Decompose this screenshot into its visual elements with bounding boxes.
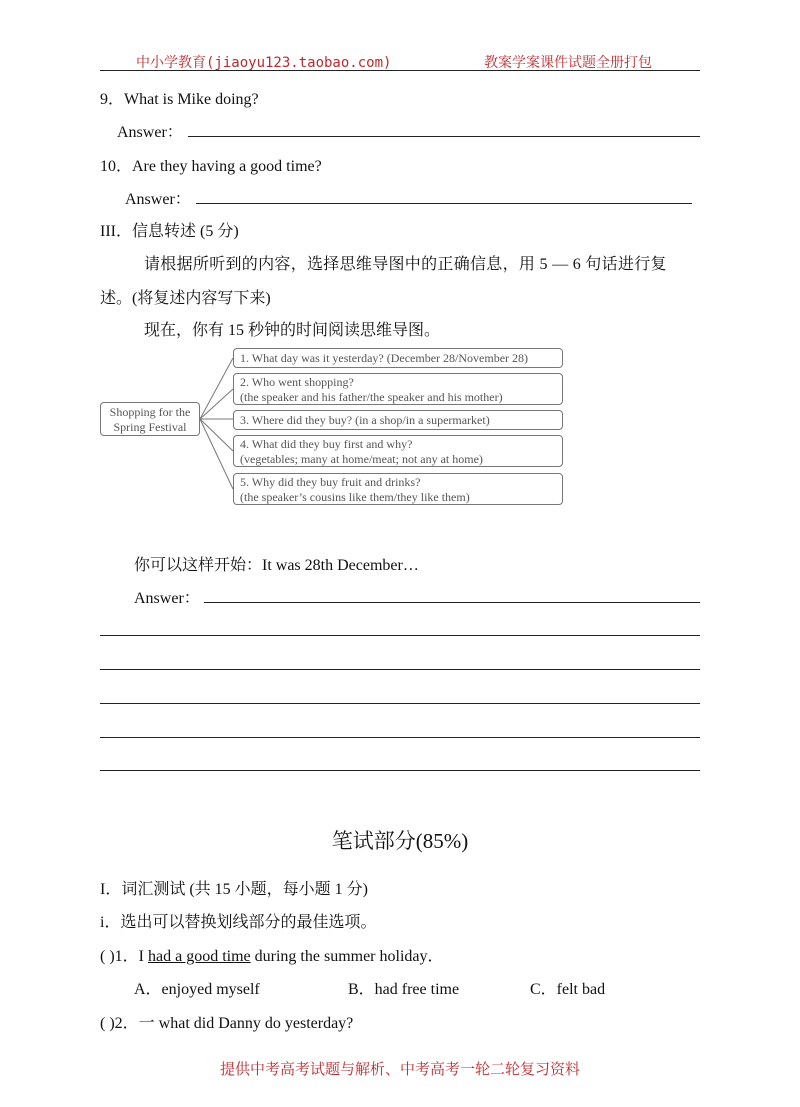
section-3-answer-line-3[interactable]	[100, 669, 700, 670]
section-3-instruction-2: 述。(将复述内容写下来)	[100, 290, 271, 307]
vocab-subsection-title: i．选出可以替换划线部分的最佳选项。	[100, 914, 377, 931]
vocab-question-1	[100, 943, 444, 966]
section-3-answer-label: Answer：	[134, 590, 200, 607]
section-3-title: III．信息转述 (5 分)	[100, 223, 239, 240]
mind-map-center-line1: Shopping for the	[109, 405, 191, 419]
question-10-answer-label: Answer：	[125, 191, 191, 208]
mind-map-item-4-line2: (vegetables; many at home/meat; not any at home)	[240, 452, 483, 466]
mind-map	[0, 0, 800, 520]
connector-5	[200, 419, 233, 489]
section-3-answer-line-1[interactable]	[204, 602, 700, 603]
vocab-question-1-prefix: ( )1．I	[100, 948, 148, 965]
written-part-title: 笔试部分(85%)	[331, 829, 469, 853]
section-3-answer-line-6[interactable]	[100, 770, 700, 771]
mind-map-item-5-line1: 5. Why did they buy fruit and drinks?	[240, 475, 421, 489]
vocab-question-1-suffix: during the summer holiday．	[250, 948, 444, 965]
section-3-answer-line-4[interactable]	[100, 703, 700, 704]
connector-1	[200, 358, 233, 419]
mind-map-item-5-line2: (the speaker’s cousins like them/they like them)	[240, 490, 470, 504]
mind-map-item-1-line1: 1. What day was it yesterday? (December 28/November 28)	[240, 351, 529, 365]
mind-map-item-3-line1: 3. Where did they buy? (in a shop/in a supermarket)	[240, 413, 490, 427]
vocab-question-1-underlined: had a good time	[148, 948, 251, 965]
section-3-start-hint: 你可以这样开始：It was 28th December…	[134, 557, 419, 574]
header-left-text: 中小学教育(jiaoyu123.taobao.com)	[136, 55, 392, 71]
mind-map-center	[100, 402, 200, 436]
connector-2	[200, 389, 233, 419]
mind-map-item-5	[233, 473, 563, 505]
mind-map-item-2-line1: 2. Who went shopping?	[240, 375, 354, 389]
mind-map-item-2-line2: (the speaker and his father/the speaker and his mother)	[240, 390, 503, 404]
mind-map-item-1	[233, 348, 563, 368]
mind-map-center-line2: Spring Festival	[113, 420, 187, 434]
vocab-question-1-option-a[interactable]: A．enjoyed myself	[134, 981, 260, 998]
vocab-section-title: I．词汇测试 (共 15 小题，每小题 1 分)	[100, 881, 368, 898]
question-9-answer-label: Answer：	[117, 124, 183, 141]
section-3-answer-line-2[interactable]	[100, 635, 700, 636]
section-3-instruction-1: 请根据所听到的内容，选择思维导图中的正确信息，用 5 — 6 句话进行复	[144, 256, 667, 273]
vocab-question-1-option-c[interactable]: C．felt bad	[530, 981, 606, 998]
vocab-question-2: ( )2．一 what did Danny do yesterday?	[100, 1015, 354, 1032]
mind-map-item-4	[233, 435, 563, 467]
header-right-text: 教案学案课件试题全册打包	[484, 56, 652, 71]
vocab-question-1-option-b[interactable]: B．had free time	[348, 981, 460, 998]
mind-map-item-3	[233, 410, 563, 430]
section-3-answer-line-5[interactable]	[100, 737, 700, 738]
question-9: 9．What is Mike doing?	[100, 91, 259, 108]
mind-map-item-4-line1: 4. What did they buy first and why?	[240, 437, 413, 451]
mind-map-item-2	[233, 373, 563, 405]
connector-4	[200, 419, 233, 451]
section-3-time-note: 现在，你有 15 秒钟的时间阅读思维导图。	[144, 322, 441, 339]
question-10: 10．Are they having a good time?	[100, 158, 322, 175]
footer-text: 提供中考高考试题与解析、中考高考一轮二轮复习资料	[219, 1062, 580, 1078]
